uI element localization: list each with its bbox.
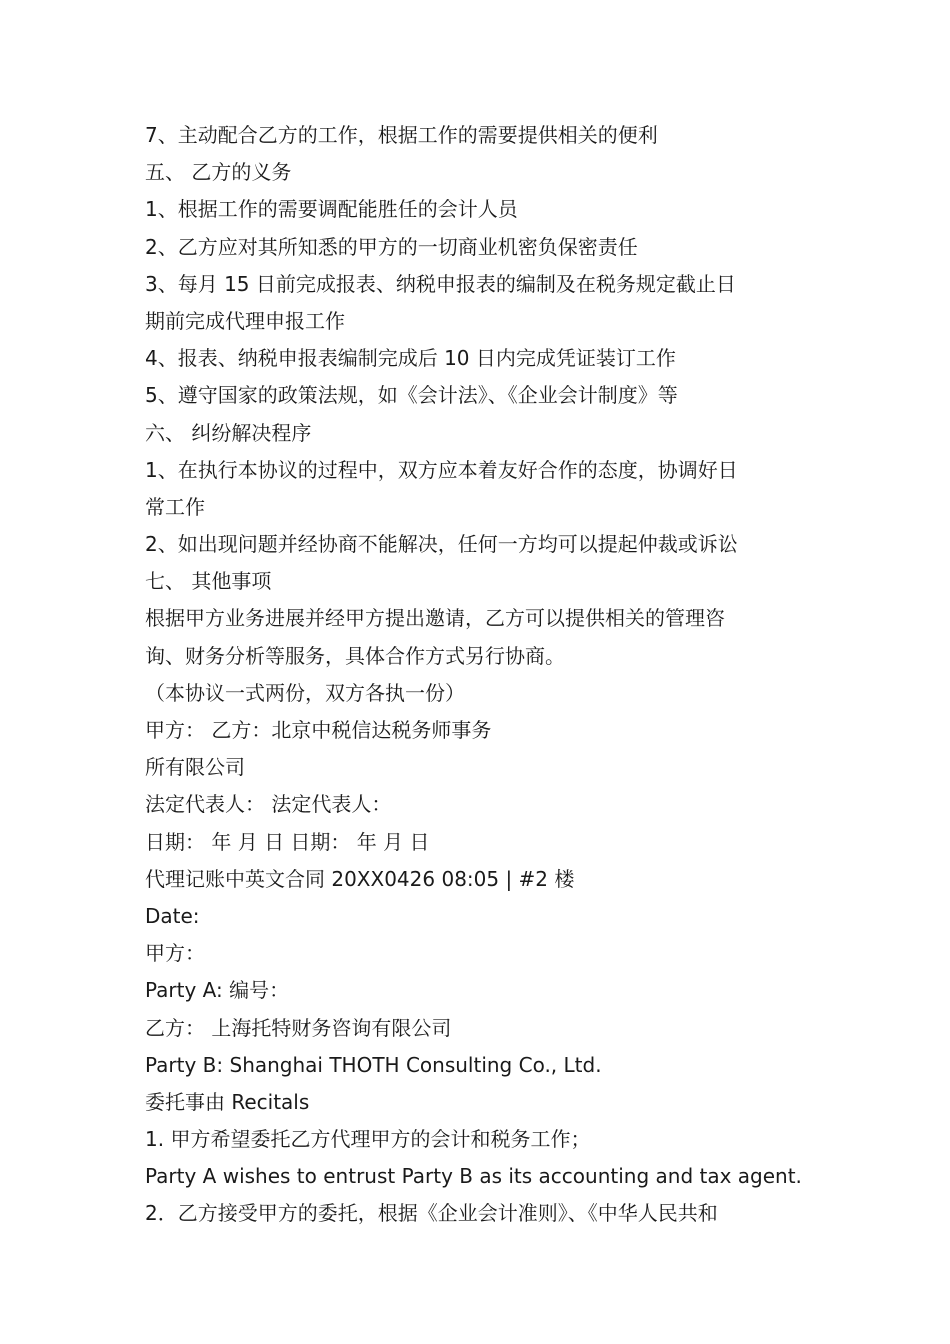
text-line: 1. 甲方希望委托乙方代理甲方的会计和税务工作； xyxy=(145,1127,591,1152)
text-line: 根据甲方业务进展并经甲方提出邀请，乙方可以提供相关的管理咨 xyxy=(145,606,725,631)
text-line: Party B: Shanghai THOTH Consulting Co., Ltd. xyxy=(145,1052,602,1077)
text-line: 期前完成代理申报工作 xyxy=(145,308,345,333)
text-line: 2．乙方接受甲方的委托，根据《企业会计准则》、《中华人民共和 xyxy=(145,1201,718,1226)
text-line: 3、每月 15 日前完成报表、纳税申报表的编制及在税务规定截止日 xyxy=(145,271,736,296)
section-heading: 委托事由 Recitals xyxy=(145,1089,310,1114)
post-header: 代理记账中英文合同 20XX0426 08:05 | #2 楼 xyxy=(145,866,575,891)
signature-line: 所有限公司 xyxy=(145,755,245,780)
text-line: Party A wishes to entrust Party B as its accounting and tax agent. xyxy=(145,1164,802,1189)
text-line: 5、遵守国家的政策法规，如《会计法》、《企业会计制度》等 xyxy=(145,383,678,408)
signature-line: 法定代表人： 法定代表人： xyxy=(145,792,392,817)
text-line: 2、乙方应对其所知悉的甲方的一切商业机密负保密责任 xyxy=(145,234,638,259)
text-line: 1、根据工作的需要调配能胜任的会计人员 xyxy=(145,197,518,222)
text-line: 7、主动配合乙方的工作，根据工作的需要提供相关的便利 xyxy=(145,123,658,147)
section-heading: 七、 其他事项 xyxy=(145,569,272,594)
text-line: 乙方： 上海托特财务咨询有限公司 xyxy=(145,1015,452,1040)
text-line: 4、报表、纳税申报表编制完成后 10 日内完成凭证装订工作 xyxy=(145,346,676,371)
text-line: 常工作 xyxy=(145,494,205,519)
text-line: 甲方： xyxy=(145,941,205,966)
date-line: 日期： 年 月 日 日期： 年 月 日 xyxy=(145,829,430,854)
signature-line: 甲方： 乙方：北京中税信达税务师事务 xyxy=(145,718,492,742)
text-line: （本协议一式两份，双方各执一份） xyxy=(145,680,465,705)
text-line: 1、在执行本协议的过程中，双方应本着友好合作的态度，协调好日 xyxy=(145,457,738,482)
document-body xyxy=(145,117,810,1233)
text-line: 询、财务分析等服务，具体合作方式另行协商。 xyxy=(145,643,565,668)
text-line: Date: xyxy=(145,903,200,928)
text-line: Party A: 编号： xyxy=(145,978,290,1003)
section-heading: 六、 纠纷解决程序 xyxy=(145,420,312,445)
section-heading: 五、 乙方的义务 xyxy=(145,160,292,185)
text-line: 2、如出现问题并经协商不能解决，任何一方均可以提起仲裁或诉讼 xyxy=(145,532,738,557)
